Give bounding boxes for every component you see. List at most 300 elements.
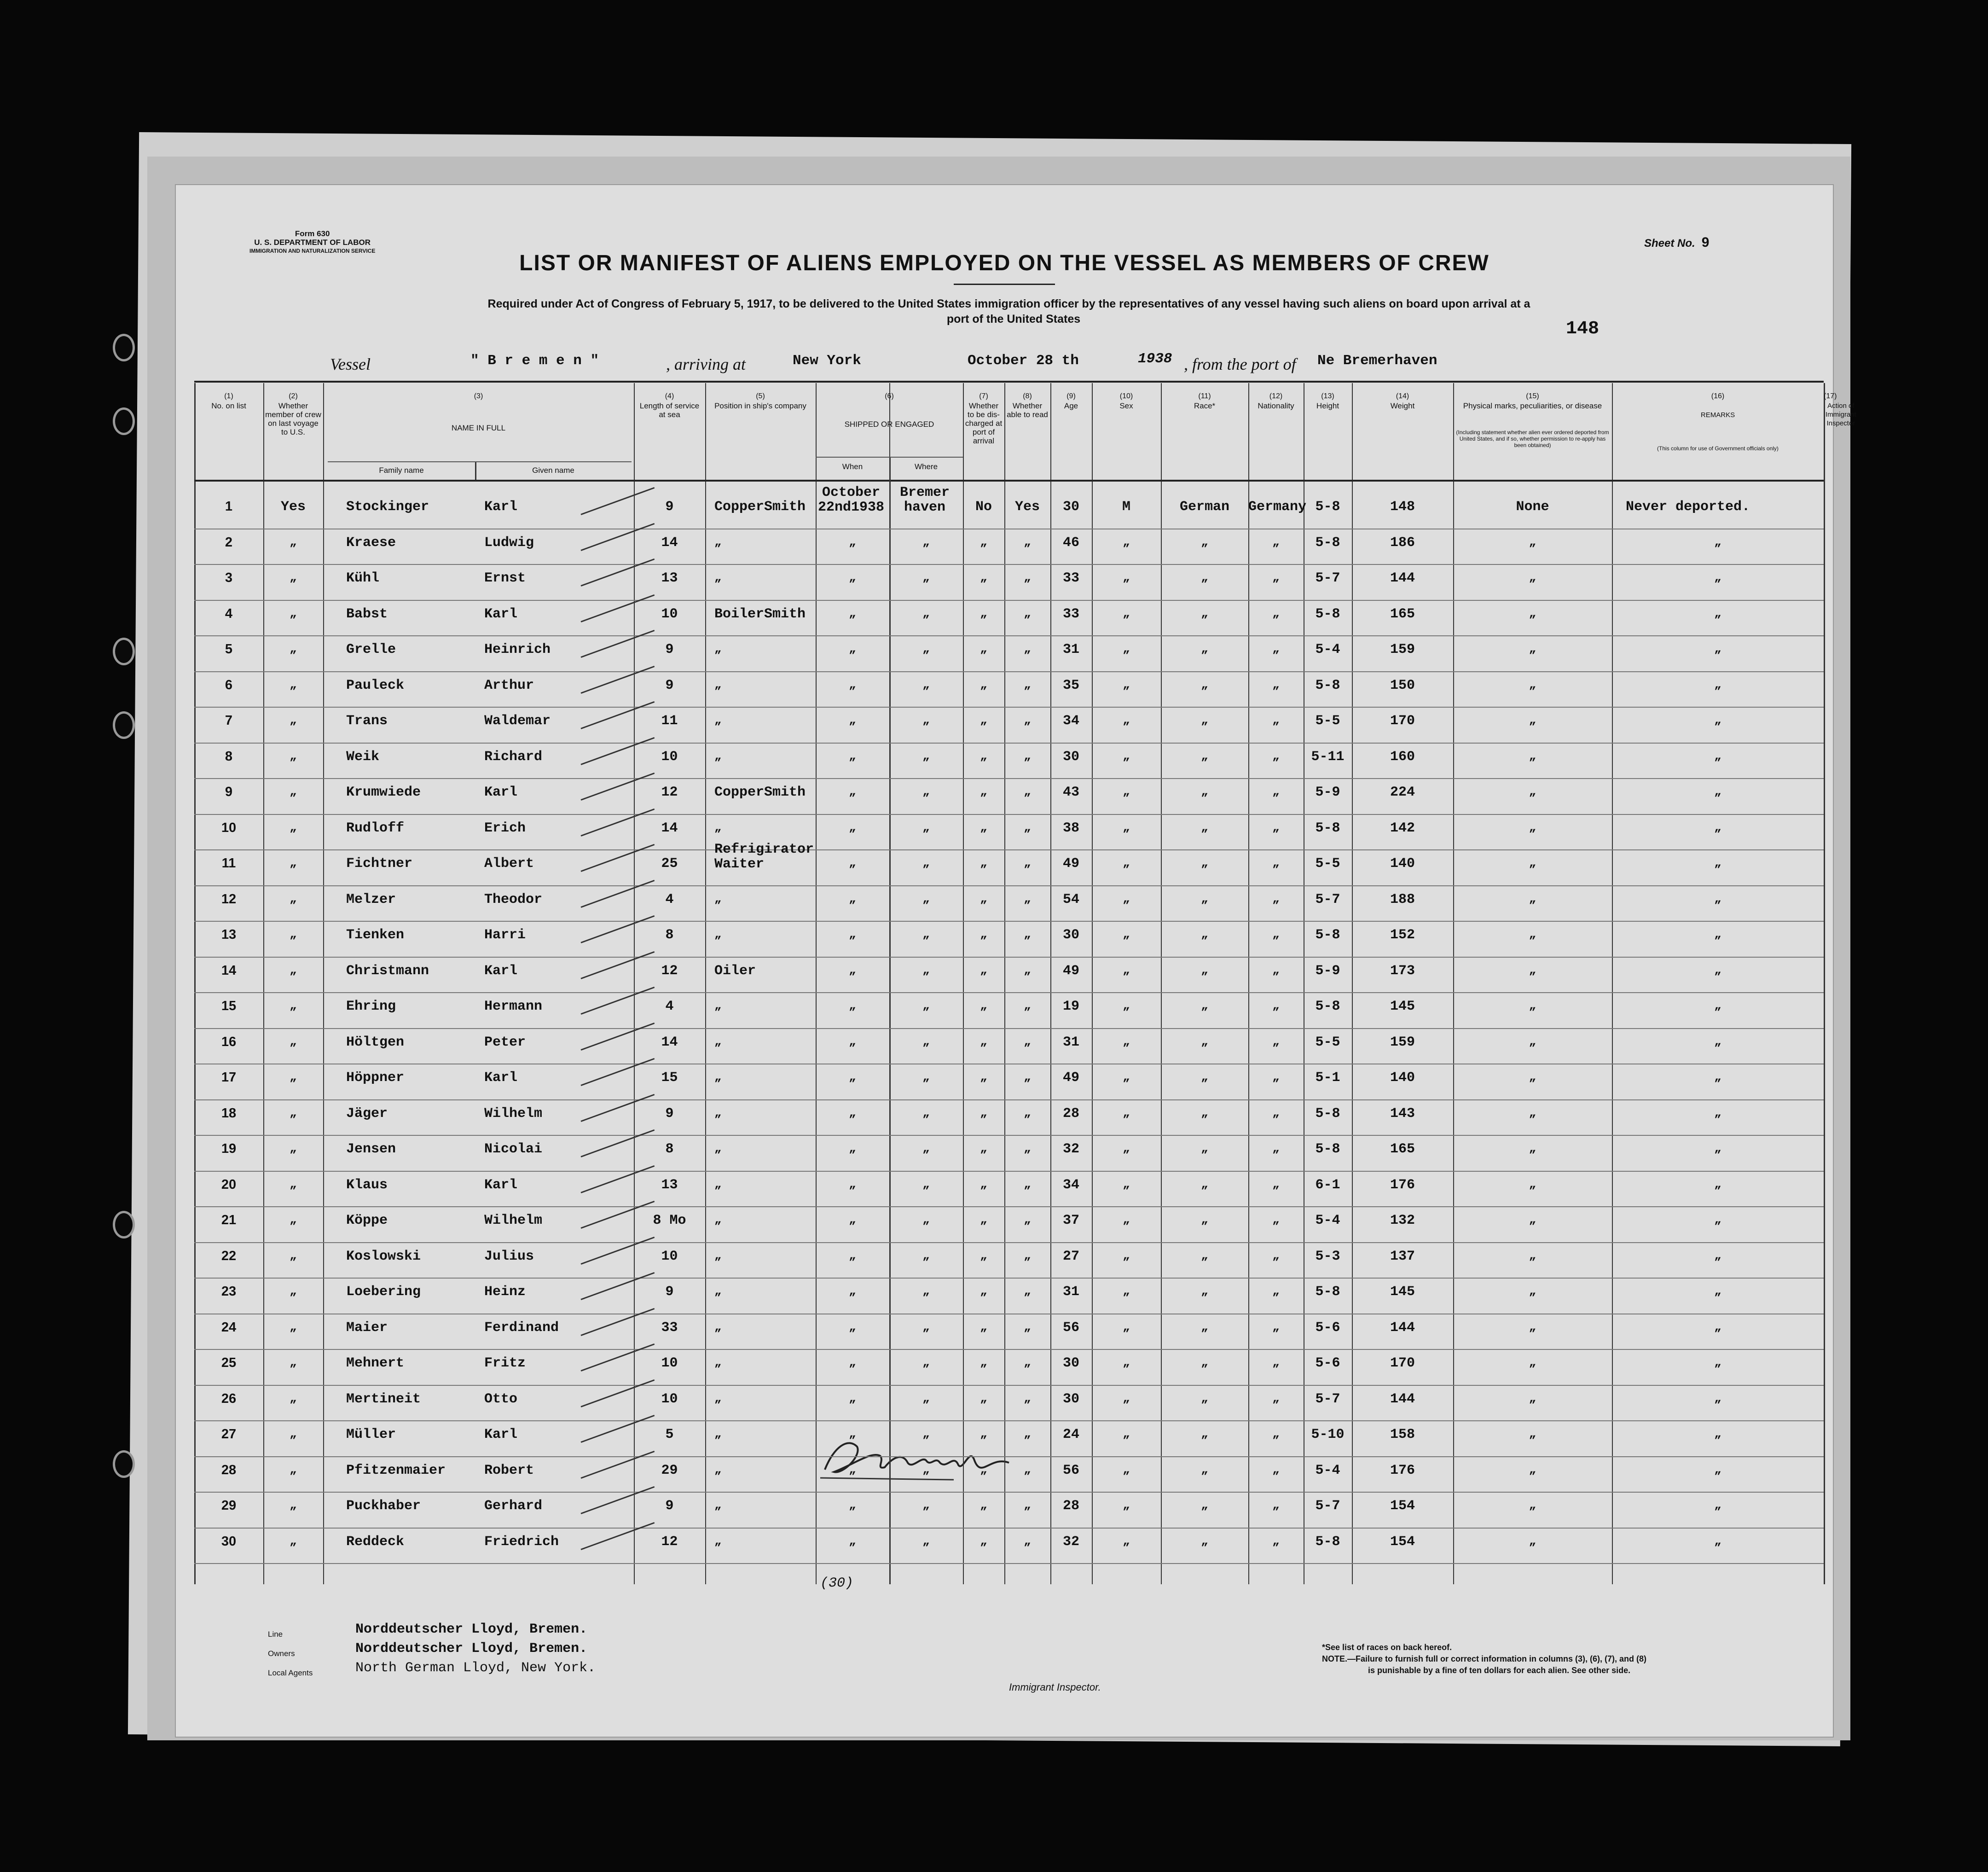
cell-nationality: „ bbox=[1272, 713, 1280, 727]
cell-prev: „ bbox=[290, 642, 297, 656]
cell-no: 11 bbox=[221, 856, 236, 871]
row-rule bbox=[194, 921, 1824, 922]
cell-family: Trans bbox=[346, 713, 388, 729]
cell-age: 19 bbox=[1062, 999, 1079, 1014]
cell-service: 14 bbox=[661, 535, 678, 551]
cell-prev: „ bbox=[290, 713, 297, 727]
column-header: Nationality bbox=[1258, 401, 1294, 410]
cell-service: 13 bbox=[661, 570, 678, 586]
cell-marks: „ bbox=[1529, 1391, 1536, 1405]
cell-nationality: „ bbox=[1272, 785, 1280, 798]
cell-race: „ bbox=[1201, 1534, 1208, 1548]
cell-given: Robert bbox=[484, 1462, 534, 1478]
cell-family: Krumwiede bbox=[346, 785, 421, 800]
cell-remarks: „ bbox=[1714, 1177, 1721, 1191]
cell-weight: 170 bbox=[1390, 713, 1415, 729]
cell-family: Jensen bbox=[346, 1141, 396, 1157]
cell-race: „ bbox=[1201, 1320, 1208, 1334]
cell-height: 5-8 bbox=[1315, 677, 1340, 693]
cell-discharged: „ bbox=[980, 1105, 987, 1120]
cell-discharged: „ bbox=[980, 713, 987, 727]
cell-sex: „ bbox=[1123, 785, 1130, 798]
cell-remarks: „ bbox=[1714, 927, 1721, 941]
column-number: (17) bbox=[1824, 392, 1837, 400]
cell-discharged: „ bbox=[980, 1391, 987, 1405]
row-rule bbox=[194, 778, 1824, 779]
cell-race: „ bbox=[1201, 677, 1208, 692]
cell-race: „ bbox=[1201, 1284, 1208, 1298]
cell-given: Peter bbox=[484, 1034, 526, 1050]
cell-remarks: „ bbox=[1714, 963, 1721, 977]
cell-weight: 132 bbox=[1390, 1213, 1415, 1228]
cell-race: „ bbox=[1201, 570, 1208, 584]
column-number: (15) bbox=[1526, 392, 1539, 400]
cell-nationality: „ bbox=[1272, 856, 1280, 870]
cell-read: „ bbox=[1024, 1498, 1031, 1512]
cell-service: 15 bbox=[661, 1070, 678, 1086]
cell-no: 8 bbox=[225, 749, 233, 764]
cell-no: 1 bbox=[225, 499, 233, 514]
cell-service: 14 bbox=[661, 1034, 678, 1050]
cell-read: „ bbox=[1024, 1034, 1031, 1048]
cell-prev: „ bbox=[290, 1284, 297, 1298]
cell-age: 49 bbox=[1062, 1070, 1079, 1086]
cell-read: „ bbox=[1024, 1320, 1031, 1334]
page-title: LIST OR MANIFEST OF ALIENS EMPLOYED ON THE VESSEL AS MEMBERS OF CREW bbox=[519, 251, 1490, 275]
arrival-date: October 28 th bbox=[968, 353, 1079, 369]
cell-service: 12 bbox=[661, 785, 678, 800]
column-header: Age bbox=[1064, 401, 1078, 410]
cell-where: „ bbox=[922, 1320, 930, 1334]
cell-where: „ bbox=[922, 1534, 930, 1548]
cell-weight: 160 bbox=[1390, 749, 1415, 765]
cell-family: Mertineit bbox=[346, 1391, 421, 1407]
family-name-header: Family name bbox=[379, 466, 424, 475]
punch-hole bbox=[113, 638, 135, 665]
cell-age: 56 bbox=[1062, 1462, 1079, 1478]
cell-race: „ bbox=[1201, 1248, 1208, 1262]
cell-sex: „ bbox=[1123, 570, 1130, 584]
cell-height: 5-9 bbox=[1315, 963, 1340, 979]
cell-prev: „ bbox=[290, 1070, 297, 1084]
row-rule bbox=[194, 1171, 1824, 1172]
cell-given: Arthur bbox=[484, 677, 534, 693]
cell-given: Ludwig bbox=[484, 535, 534, 551]
cell-height: 5-8 bbox=[1315, 820, 1340, 836]
cell-height: 5-7 bbox=[1315, 891, 1340, 907]
owners-label: Owners bbox=[268, 1649, 295, 1658]
cell-position: „ bbox=[714, 1034, 722, 1048]
cell-sex: „ bbox=[1123, 1105, 1130, 1120]
cell-prev: „ bbox=[290, 1391, 297, 1405]
cell-family: Melzer bbox=[346, 891, 396, 907]
where-header: Where bbox=[914, 462, 938, 471]
column-number: (14) bbox=[1396, 392, 1409, 400]
cell-nationality: „ bbox=[1272, 1284, 1280, 1298]
cell-read: „ bbox=[1024, 606, 1031, 620]
cell-weight: 143 bbox=[1390, 1105, 1415, 1122]
cell-nationality: „ bbox=[1272, 1213, 1280, 1227]
cell-age: 30 bbox=[1062, 1355, 1079, 1371]
row-rule bbox=[194, 1385, 1824, 1386]
row-rule bbox=[194, 1563, 1824, 1564]
row-rule bbox=[194, 1278, 1824, 1279]
cell-nationality: „ bbox=[1272, 820, 1280, 834]
cell-remarks: Never deported. bbox=[1626, 499, 1750, 515]
cell-age: 37 bbox=[1062, 1213, 1079, 1228]
cell-marks: „ bbox=[1529, 1141, 1536, 1155]
row-rule bbox=[194, 1028, 1824, 1029]
sheet-number-value: 9 bbox=[1701, 235, 1710, 250]
cell-remarks: „ bbox=[1714, 1213, 1721, 1227]
cell-height: 6-1 bbox=[1315, 1177, 1340, 1193]
cell-given: Waldemar bbox=[484, 713, 551, 729]
cell-where: „ bbox=[922, 1141, 930, 1155]
cell-age: 56 bbox=[1062, 1320, 1079, 1336]
cell-race: „ bbox=[1201, 856, 1208, 870]
cell-age: 49 bbox=[1062, 963, 1079, 979]
column-number: (4) bbox=[665, 392, 674, 400]
cell-when: „ bbox=[849, 570, 856, 584]
cell-service: 33 bbox=[661, 1320, 678, 1336]
cell-weight: 144 bbox=[1390, 1391, 1415, 1407]
cell-height: 5-8 bbox=[1315, 606, 1340, 622]
cell-position: „ bbox=[714, 570, 722, 584]
cell-height: 5-3 bbox=[1315, 1248, 1340, 1264]
cell-service: 9 bbox=[665, 677, 674, 693]
cell-position: BoilerSmith bbox=[714, 606, 806, 622]
cell-read: „ bbox=[1024, 963, 1031, 977]
cell-where: „ bbox=[922, 1177, 930, 1191]
cell-marks: „ bbox=[1529, 1462, 1536, 1477]
cell-when: „ bbox=[849, 1177, 856, 1191]
cell-service: 12 bbox=[661, 1534, 678, 1550]
cell-given: Erich bbox=[484, 820, 526, 836]
cell-when: „ bbox=[849, 963, 856, 977]
cell-weight: 170 bbox=[1390, 1355, 1415, 1371]
cell-prev: „ bbox=[290, 570, 297, 584]
column-number: (9) bbox=[1066, 392, 1076, 400]
cell-family: Weik bbox=[346, 749, 380, 765]
cell-discharged: „ bbox=[980, 570, 987, 584]
cell-marks: „ bbox=[1529, 1498, 1536, 1512]
cell-discharged: „ bbox=[980, 1141, 987, 1155]
vessel-name: " B r e m e n " bbox=[470, 353, 599, 369]
cell-age: 31 bbox=[1062, 642, 1079, 657]
cell-sex: „ bbox=[1123, 1213, 1130, 1227]
cell-sex: „ bbox=[1123, 1284, 1130, 1298]
cell-race: „ bbox=[1201, 1427, 1208, 1441]
cell-family: Babst bbox=[346, 606, 388, 622]
cell-weight: 144 bbox=[1390, 570, 1415, 586]
cell-height: 5-5 bbox=[1315, 713, 1340, 729]
cell-nationality: „ bbox=[1272, 1534, 1280, 1548]
column-header: Position in ship's company bbox=[714, 401, 806, 410]
cell-race: „ bbox=[1201, 999, 1208, 1012]
cell-family: Fichtner bbox=[346, 856, 413, 872]
cell-position: „ bbox=[714, 1320, 722, 1334]
cell-nationality: Germany bbox=[1248, 499, 1307, 515]
column-number: (16) bbox=[1711, 392, 1725, 400]
cell-family: Rudloff bbox=[346, 820, 405, 836]
row-rule bbox=[194, 885, 1824, 886]
cell-marks: „ bbox=[1529, 606, 1536, 620]
cell-nationality: „ bbox=[1272, 1320, 1280, 1334]
cell-age: 43 bbox=[1062, 785, 1079, 800]
cell-prev: „ bbox=[290, 1105, 297, 1120]
cell-marks: „ bbox=[1529, 713, 1536, 727]
cell-discharged: „ bbox=[980, 535, 987, 549]
cell-height: 5-7 bbox=[1315, 1498, 1340, 1514]
column-number: (11) bbox=[1198, 392, 1211, 400]
cell-position: „ bbox=[714, 927, 722, 941]
cell-race: „ bbox=[1201, 642, 1208, 656]
cell-age: 30 bbox=[1062, 499, 1079, 515]
cell-position: Refrigirator Waiter bbox=[714, 842, 814, 872]
cell-service: 11 bbox=[661, 713, 678, 729]
cell-read: „ bbox=[1024, 570, 1031, 584]
cell-given: Friedrich bbox=[484, 1534, 559, 1550]
row-rule bbox=[194, 564, 1824, 565]
cell-marks: „ bbox=[1529, 1213, 1536, 1227]
column-number: (12) bbox=[1269, 392, 1283, 400]
column-header: SHIPPED OR ENGAGED bbox=[844, 420, 934, 429]
cell-when: „ bbox=[849, 1427, 856, 1441]
cell-remarks: „ bbox=[1714, 891, 1721, 906]
cell-no: 26 bbox=[221, 1391, 237, 1406]
cell-position: „ bbox=[714, 891, 722, 906]
cell-where: Bremer haven bbox=[899, 485, 950, 515]
cell-height: 5-5 bbox=[1315, 856, 1340, 872]
cell-weight: 142 bbox=[1390, 820, 1415, 836]
cell-nationality: „ bbox=[1272, 677, 1280, 692]
cell-sex: „ bbox=[1123, 535, 1130, 549]
cell-read: „ bbox=[1024, 1355, 1031, 1369]
line-label: Line bbox=[268, 1630, 283, 1639]
cell-family: Köppe bbox=[346, 1213, 388, 1228]
cell-marks: „ bbox=[1529, 999, 1536, 1012]
cell-sex: „ bbox=[1123, 1355, 1130, 1369]
cell-no: 14 bbox=[221, 963, 237, 978]
cell-when: „ bbox=[849, 1462, 856, 1477]
cell-age: 24 bbox=[1062, 1427, 1079, 1442]
cell-nationality: „ bbox=[1272, 535, 1280, 549]
cell-marks: „ bbox=[1529, 820, 1536, 834]
cell-given: Karl bbox=[484, 1177, 518, 1193]
cell-weight: 148 bbox=[1390, 499, 1415, 515]
cell-service: 12 bbox=[661, 963, 678, 979]
cell-where: „ bbox=[922, 927, 930, 941]
cell-prev: „ bbox=[290, 1034, 297, 1048]
cell-no: 25 bbox=[221, 1355, 237, 1370]
cell-height: 5-9 bbox=[1315, 785, 1340, 800]
column-number: (10) bbox=[1119, 392, 1133, 400]
cell-weight: 186 bbox=[1390, 535, 1415, 551]
cell-position: „ bbox=[714, 642, 722, 656]
cell-weight: 144 bbox=[1390, 1320, 1415, 1336]
cell-prev: Yes bbox=[280, 499, 306, 515]
cell-sex: „ bbox=[1123, 856, 1130, 870]
cell-remarks: „ bbox=[1714, 1070, 1721, 1084]
cell-remarks: „ bbox=[1714, 677, 1721, 692]
cell-height: 5-8 bbox=[1315, 499, 1340, 515]
cell-when: „ bbox=[849, 1070, 856, 1084]
cell-read: „ bbox=[1024, 1284, 1031, 1298]
cell-remarks: „ bbox=[1714, 606, 1721, 620]
cell-no: 3 bbox=[225, 570, 233, 585]
cell-where: „ bbox=[922, 1070, 930, 1084]
cell-discharged: „ bbox=[980, 1213, 987, 1227]
cell-prev: „ bbox=[290, 891, 297, 906]
cell-where: „ bbox=[922, 891, 930, 906]
cell-nationality: „ bbox=[1272, 891, 1280, 906]
cell-no: 20 bbox=[221, 1177, 237, 1192]
cell-when: „ bbox=[849, 642, 856, 656]
row-rule bbox=[194, 1456, 1824, 1457]
row-rule bbox=[194, 1135, 1824, 1136]
departure-port: Ne Bremerhaven bbox=[1317, 353, 1437, 369]
cell-where: „ bbox=[922, 1427, 930, 1441]
row-rule bbox=[194, 1528, 1824, 1529]
owners-value: Norddeutscher Lloyd, Bremen. bbox=[355, 1641, 588, 1657]
cell-position: CopperSmith bbox=[714, 499, 806, 515]
cell-family: Kraese bbox=[346, 535, 396, 551]
cell-sex: „ bbox=[1123, 713, 1130, 727]
cell-age: 35 bbox=[1062, 677, 1079, 693]
cell-sex: „ bbox=[1123, 749, 1130, 763]
column-number: (1) bbox=[224, 392, 233, 400]
cell-remarks: „ bbox=[1714, 1355, 1721, 1369]
cell-when: „ bbox=[849, 820, 856, 834]
cell-service: 9 bbox=[665, 1105, 674, 1122]
cell-no: 12 bbox=[221, 891, 237, 907]
cell-read: „ bbox=[1024, 677, 1031, 692]
cell-height: 5-8 bbox=[1315, 1141, 1340, 1157]
cell-no: 28 bbox=[221, 1462, 237, 1477]
cell-nationality: „ bbox=[1272, 1141, 1280, 1155]
cell-given: Karl bbox=[484, 963, 518, 979]
cell-marks: „ bbox=[1529, 1248, 1536, 1262]
cell-prev: „ bbox=[290, 1462, 297, 1477]
column-number: (13) bbox=[1321, 392, 1334, 400]
cell-prev: „ bbox=[290, 749, 297, 763]
cell-prev: „ bbox=[290, 785, 297, 798]
cell-family: Ehring bbox=[346, 999, 396, 1014]
cell-prev: „ bbox=[290, 606, 297, 620]
cell-marks: „ bbox=[1529, 1070, 1536, 1084]
cell-service: 10 bbox=[661, 1391, 678, 1407]
arriving-label: , arriving at bbox=[666, 355, 746, 373]
cell-discharged: „ bbox=[980, 606, 987, 620]
cell-family: Müller bbox=[346, 1427, 396, 1442]
cell-remarks: „ bbox=[1714, 713, 1721, 727]
cell-sex: „ bbox=[1123, 642, 1130, 656]
cell-family: Pauleck bbox=[346, 677, 405, 693]
cell-age: 46 bbox=[1062, 535, 1079, 551]
cell-family: Mehnert bbox=[346, 1355, 405, 1371]
form-number: Form 630 bbox=[295, 229, 330, 238]
cell-where: „ bbox=[922, 1355, 930, 1369]
cell-position: „ bbox=[714, 1284, 722, 1298]
cell-prev: „ bbox=[290, 963, 297, 977]
cell-height: 5-8 bbox=[1315, 535, 1340, 551]
column-number: (2) bbox=[289, 392, 298, 400]
cell-prev: „ bbox=[290, 820, 297, 834]
cell-service: 10 bbox=[661, 1355, 678, 1371]
column-number: (7) bbox=[979, 392, 988, 400]
cell-given: Karl bbox=[484, 1427, 518, 1442]
cell-family: Klaus bbox=[346, 1177, 388, 1193]
cell-family: Tienken bbox=[346, 927, 405, 943]
cell-race: „ bbox=[1201, 713, 1208, 727]
cell-family: Christmann bbox=[346, 963, 429, 979]
cell-remarks: „ bbox=[1714, 1462, 1721, 1477]
column-header: Physical marks, peculiarities, or disease bbox=[1463, 401, 1602, 410]
cell-given: Theodor bbox=[484, 891, 543, 907]
cell-position: CopperSmith bbox=[714, 785, 806, 800]
punch-hole bbox=[113, 407, 135, 435]
cell-discharged: „ bbox=[980, 1034, 987, 1048]
cell-marks: „ bbox=[1529, 535, 1536, 549]
cell-where: „ bbox=[922, 713, 930, 727]
vessel-label: Vessel bbox=[330, 355, 371, 373]
cell-service: 8 bbox=[665, 1141, 674, 1157]
cell-marks: „ bbox=[1529, 891, 1536, 906]
cell-when: „ bbox=[849, 1284, 856, 1298]
cell-height: 5-6 bbox=[1315, 1320, 1340, 1336]
subheader-rule bbox=[816, 457, 963, 458]
cell-given: Fritz bbox=[484, 1355, 526, 1371]
cell-height: 5-8 bbox=[1315, 1105, 1340, 1122]
cell-service: 10 bbox=[661, 749, 678, 765]
cell-position: „ bbox=[714, 1177, 722, 1191]
cell-marks: „ bbox=[1529, 1427, 1536, 1441]
cell-race: German bbox=[1179, 499, 1230, 515]
cell-family: Höppner bbox=[346, 1070, 405, 1086]
cell-marks: „ bbox=[1529, 1177, 1536, 1191]
cell-no: 18 bbox=[221, 1105, 237, 1121]
cell-sex: „ bbox=[1123, 1391, 1130, 1405]
cell-where: „ bbox=[922, 1498, 930, 1512]
cell-read: „ bbox=[1024, 1462, 1031, 1477]
cell-height: 5-6 bbox=[1315, 1355, 1340, 1371]
cell-when: October 22nd1938 bbox=[817, 485, 885, 515]
row-rule bbox=[194, 849, 1824, 850]
cell-marks: „ bbox=[1529, 677, 1536, 692]
cell-no: 5 bbox=[225, 642, 233, 657]
cell-discharged: „ bbox=[980, 1462, 987, 1477]
cell-race: „ bbox=[1201, 963, 1208, 977]
cell-given: Heinz bbox=[484, 1284, 526, 1300]
cell-weight: 159 bbox=[1390, 1034, 1415, 1050]
cell-read: „ bbox=[1024, 1177, 1031, 1191]
note-line-1: NOTE.—Failure to furnish full or correct information in columns (3), (6), (7), and (8) bbox=[1322, 1654, 1647, 1663]
cell-where: „ bbox=[922, 606, 930, 620]
cell-given: Julius bbox=[484, 1248, 534, 1264]
cell-no: 19 bbox=[221, 1141, 237, 1156]
cell-no: 23 bbox=[221, 1284, 237, 1299]
cell-nationality: „ bbox=[1272, 1462, 1280, 1477]
cell-age: 30 bbox=[1062, 1391, 1079, 1407]
cell-given: Heinrich bbox=[484, 642, 551, 657]
column-header: No. on list bbox=[211, 401, 246, 410]
cell-prev: „ bbox=[290, 535, 297, 549]
cell-height: 5-4 bbox=[1315, 1462, 1340, 1478]
column-header: Race* bbox=[1194, 401, 1216, 410]
row-rule bbox=[194, 635, 1824, 636]
cell-remarks: „ bbox=[1714, 1427, 1721, 1441]
cell-race: „ bbox=[1201, 749, 1208, 763]
